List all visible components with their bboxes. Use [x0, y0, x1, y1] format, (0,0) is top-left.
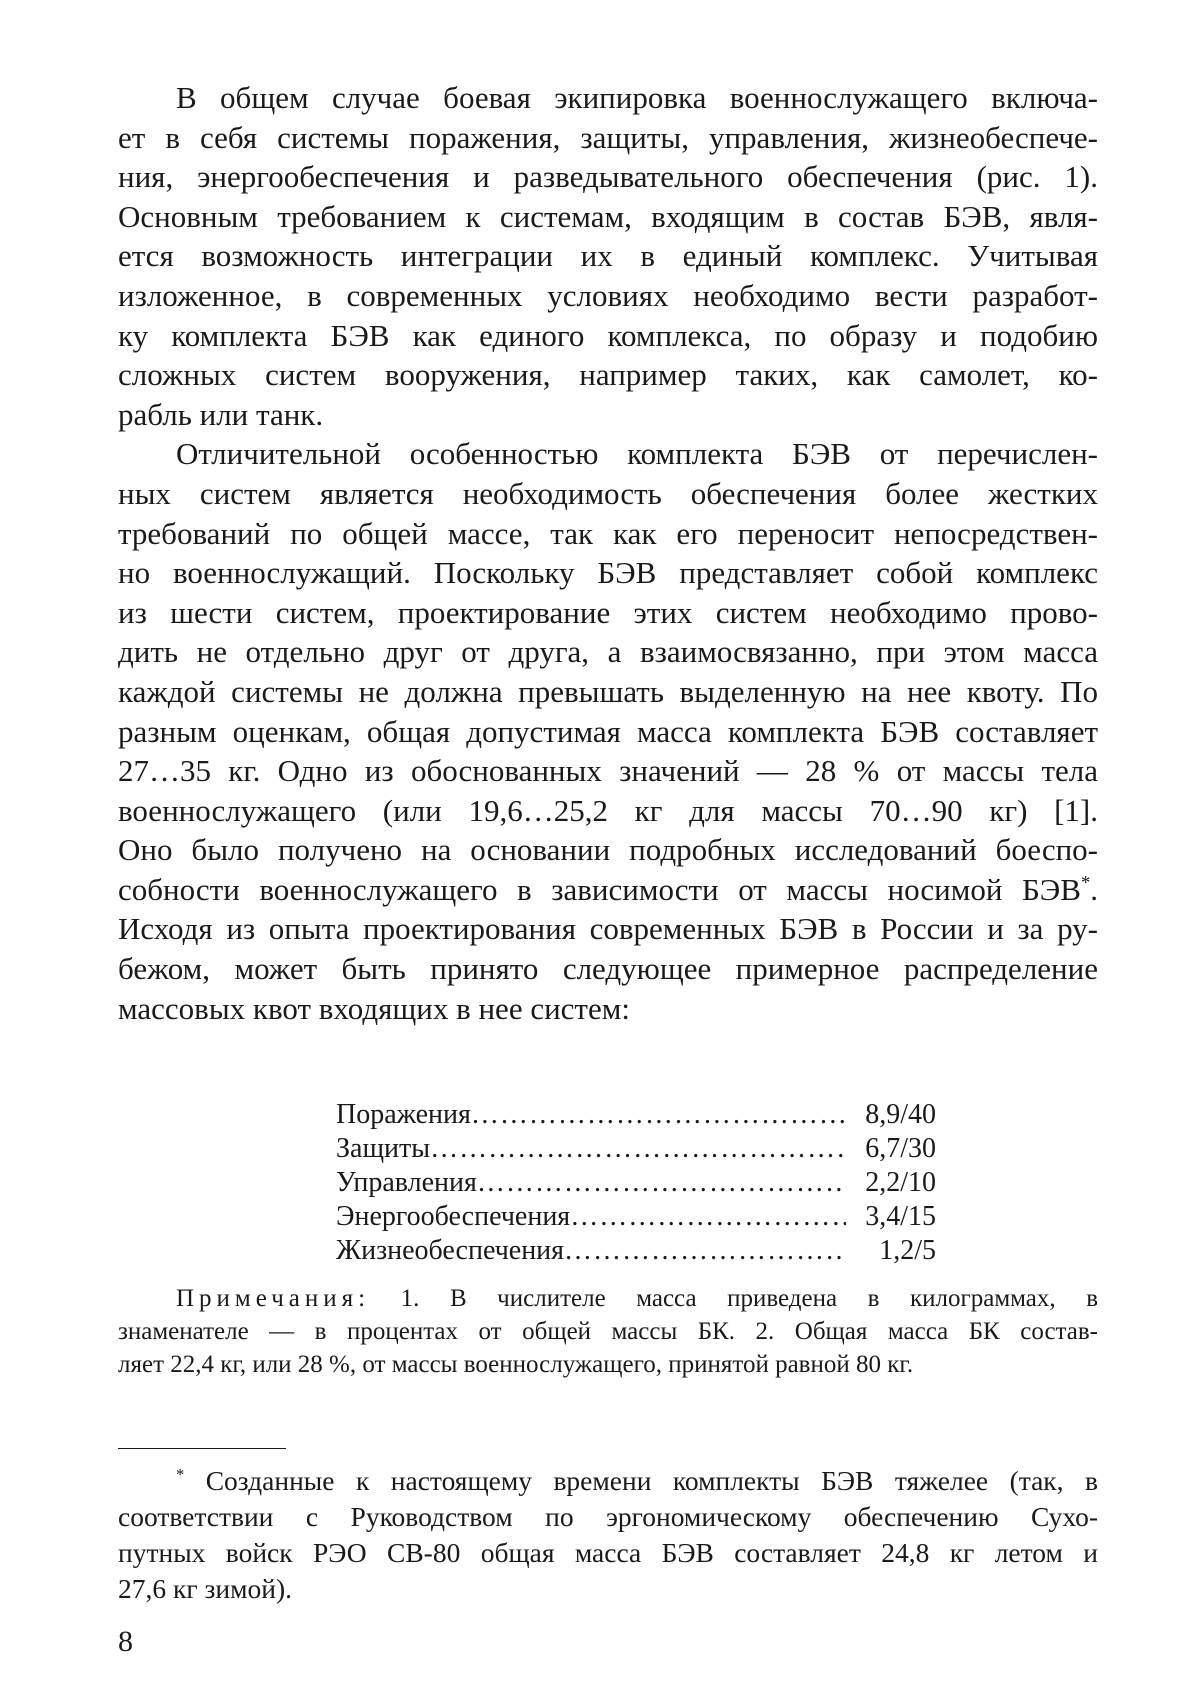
text-line: изложенное, в современных условиях необходимо вести разработ- [118, 277, 1098, 313]
text-line: ку комплекта БЭВ как единого комплекса, по образу и подобию [118, 317, 1098, 353]
text-line-with-footnote [118, 870, 1098, 910]
table-row [336, 1132, 936, 1166]
footnote-line [118, 1463, 1098, 1499]
text-line: массовых квот входящих в нее систем: [118, 990, 630, 1026]
table-row [336, 1200, 936, 1234]
leader-dots [570, 1200, 846, 1234]
footnote-line: 27,6 кг зимой). [118, 1573, 292, 1604]
footnote-marker: * [176, 1464, 185, 1484]
text-line: В общем случае боевая экипировка военнослужащего включа- [176, 80, 1098, 115]
text-line: каждой системы не должна превышать выделенную на нее квоту. По [118, 673, 1098, 709]
paragraph-1 [118, 78, 1098, 434]
text-line: из шести систем, проектирование этих систем необходимо прово- [118, 594, 1098, 630]
footnote-line: путных войск РЭО СВ-80 общая масса БЭВ составляет 24,8 кг летом и [118, 1537, 1098, 1568]
text-line: рабль или танк. [118, 396, 324, 432]
text-line: Отличительной особенностью комплекта БЭВ от перечислен- [176, 436, 1098, 472]
footnote [118, 1463, 1098, 1607]
system-name: Защиты [336, 1133, 431, 1164]
text-line: сложных систем вооружения, например таких, как самолет, ко- [118, 357, 1098, 393]
text-line: ния, энергообеспечения и разведывательного обеспечения (рис. 1). [118, 159, 1098, 195]
system-mass: 3,4/15 [865, 1201, 936, 1232]
mass-quota-table [336, 1098, 936, 1268]
text-line: дить не отдельно друг от друга, а взаимосвязанно, при этом масса [118, 634, 1098, 670]
text-line: бежом, может быть принято следующее примерное распределение [118, 951, 1098, 987]
leader-dots [471, 1098, 846, 1132]
notes-line [118, 1282, 1098, 1315]
leader-dots [477, 1166, 846, 1200]
text-line: требований по общей массе, так как его переносит непосредствен- [118, 515, 1098, 551]
text-fragment: собности военнослужащего в зависимости от массы носимой БЭВ [118, 871, 1081, 907]
leader-dots [564, 1234, 846, 1268]
system-mass: 1,2/5 [879, 1235, 936, 1266]
notes-text: 1. В числителе масса приведена в килограммах, в [370, 1285, 1098, 1312]
system-mass: 2,2/10 [865, 1167, 936, 1198]
notes-line: знаменателе — в процентах от общей массы БК. 2. Общая масса БК состав- [118, 1318, 1098, 1345]
period: . [1090, 871, 1098, 907]
text-line: военнослужащего (или 19,6…25,2 кг для массы 70…90 кг) [1]. [118, 792, 1098, 828]
footnote-text: Созданные к настоящему времени комплекты БЭВ тяжелее (так, в [184, 1465, 1098, 1496]
leader-dots [430, 1132, 846, 1166]
text-line: 27…35 кг. Одно из обоснованных значений — 28 % от массы тела [118, 753, 1098, 789]
table-notes [118, 1282, 1098, 1381]
table-row [336, 1234, 936, 1268]
text-line: разным оценкам, общая допустимая масса комплекта БЭВ составляет [118, 713, 1098, 749]
text-line: но военнослужащий. Поскольку БЭВ представляет собой комплекс [118, 555, 1098, 591]
text-line: ется возможность интеграции их в единый комплекс. Учитывая [118, 238, 1098, 274]
footnote-divider [118, 1448, 286, 1449]
system-name: Жизнеобеспечения [336, 1235, 565, 1266]
system-name: Управления [336, 1167, 477, 1198]
text-line: Исходя из опыта проектирования современных БЭВ в России и за ру- [118, 911, 1098, 947]
system-name: Энергообеспечения [336, 1201, 571, 1232]
text-line: Оно было получено на основании подробных исследований боеспо- [118, 832, 1098, 868]
text-line: ет в себя системы поражения, защиты, управления, жизнеобеспече- [118, 119, 1098, 155]
notes-line: ляет 22,4 кг, или 28 %, от массы военнослужащего, принятой равной 80 кг. [118, 1351, 914, 1378]
system-name: Поражения [336, 1099, 471, 1130]
footnote-marker: * [1080, 872, 1091, 894]
system-mass: 6,7/30 [865, 1133, 936, 1164]
page-number: 8 [118, 1625, 133, 1658]
footnote-line: соответствии с Руководством по эргономическому обеспечению Сухо- [118, 1501, 1098, 1532]
table-row [336, 1098, 936, 1132]
table-row [336, 1166, 936, 1200]
page-body [118, 78, 1098, 1028]
notes-label: Примечания: [176, 1285, 371, 1312]
paragraph-2 [118, 434, 1098, 1028]
text-line: ных систем является необходимость обеспечения более жестких [118, 475, 1098, 511]
text-line: Основным требованием к системам, входящим в состав БЭВ, явля- [118, 198, 1098, 234]
system-mass: 8,9/40 [865, 1099, 936, 1130]
